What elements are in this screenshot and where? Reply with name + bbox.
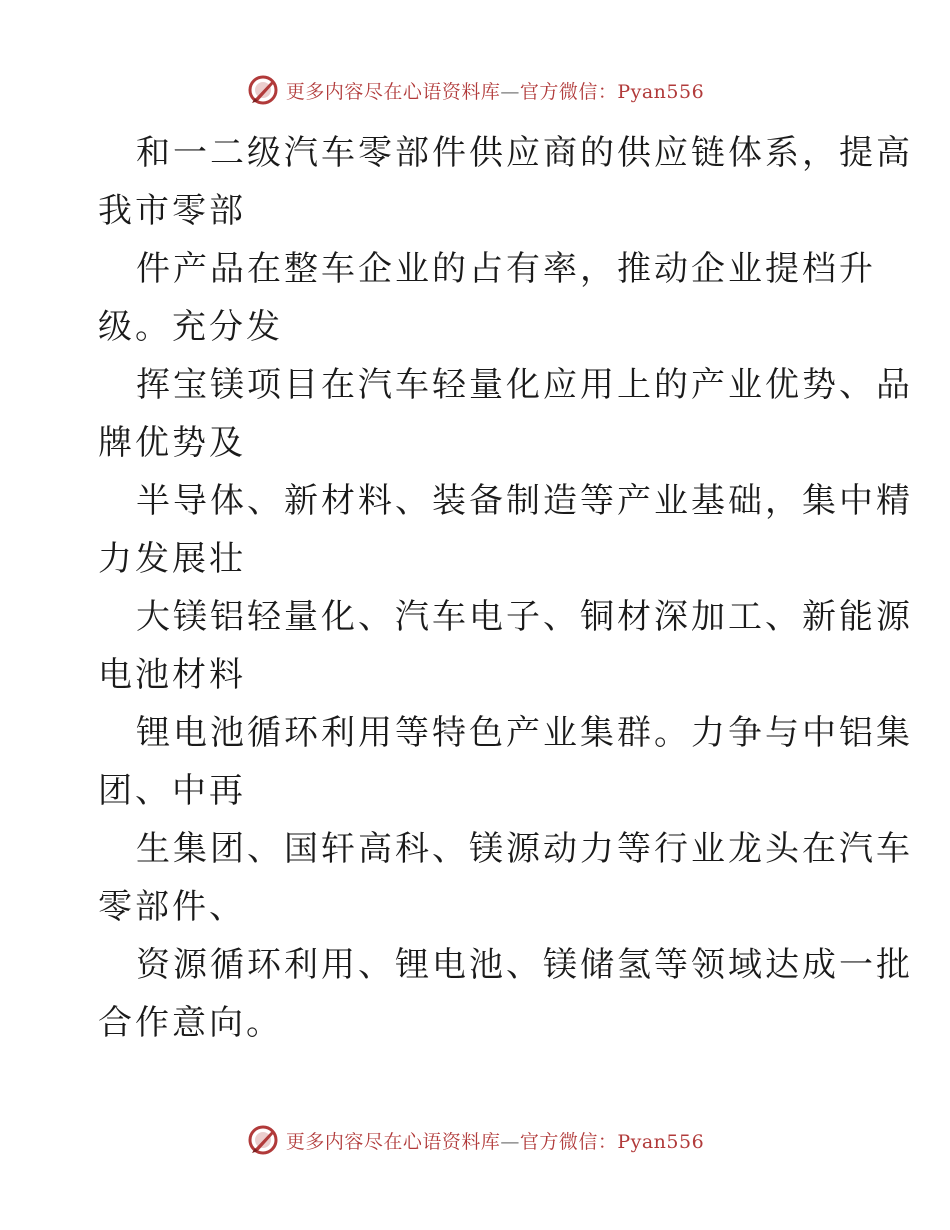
footer-watermark bbox=[0, 1120, 950, 1160]
paragraph-line-7 bbox=[98, 820, 913, 936]
line-5-first: 大镁铝轻量化、汽车电子、铜材深加工、新能源 bbox=[136, 597, 913, 637]
line-4-rest: 力发展壮 bbox=[98, 539, 246, 579]
watermark-dash: — bbox=[500, 1130, 520, 1153]
watermark-brand: 更多内容尽在心语资料库 bbox=[285, 80, 501, 103]
line-6-first: 锂电池循环利用等特色产业集群。力争与中铝集 bbox=[136, 713, 913, 753]
paragraph-line-8 bbox=[98, 936, 913, 1052]
paragraph-line-5 bbox=[98, 588, 913, 704]
watermark-contact: 官方微信：Pyan556 bbox=[519, 80, 705, 103]
header-watermark bbox=[0, 70, 950, 110]
line-1-first: 和一二级汽车零部件供应商的供应链体系，提高 bbox=[136, 133, 913, 173]
line-6-rest: 团、中再 bbox=[98, 771, 246, 811]
watermark-brand: 更多内容尽在心语资料库 bbox=[285, 1130, 501, 1153]
line-2-rest: 级。充分发 bbox=[98, 307, 283, 347]
watermark-text bbox=[286, 1127, 704, 1154]
watermark-text bbox=[286, 77, 704, 104]
paragraph-line-6 bbox=[98, 704, 913, 820]
line-7-first: 生集团、国轩高科、镁源动力等行业龙头在汽车 bbox=[136, 829, 913, 869]
paragraph-line-1 bbox=[98, 124, 913, 240]
line-3-rest: 牌优势及 bbox=[98, 423, 246, 463]
paragraph-line-3 bbox=[98, 356, 913, 472]
watermark-dash: — bbox=[500, 80, 520, 103]
watermark-contact: 官方微信：Pyan556 bbox=[519, 1130, 705, 1153]
line-4-first: 半导体、新材料、装备制造等产业基础，集中精 bbox=[136, 481, 913, 521]
line-1-rest: 我市零部 bbox=[98, 191, 246, 231]
line-7-rest: 零部件、 bbox=[98, 887, 246, 927]
line-8-rest: 合作意向。 bbox=[98, 1003, 283, 1043]
document-body bbox=[98, 124, 913, 1052]
line-2-first: 件产品在整车企业的占有率，推动企业提档升 bbox=[136, 249, 876, 289]
line-3-first: 挥宝镁项目在汽车轻量化应用上的产业优势、品 bbox=[136, 365, 913, 405]
paragraph-line-4 bbox=[98, 472, 913, 588]
line-8-first: 资源循环利用、锂电池、镁储氢等领域达成一批 bbox=[136, 945, 913, 985]
quill-pen-seal-icon bbox=[246, 1123, 280, 1157]
quill-pen-seal-icon bbox=[246, 73, 280, 107]
paragraph-line-2 bbox=[98, 240, 876, 356]
line-5-rest: 电池材料 bbox=[98, 655, 246, 695]
